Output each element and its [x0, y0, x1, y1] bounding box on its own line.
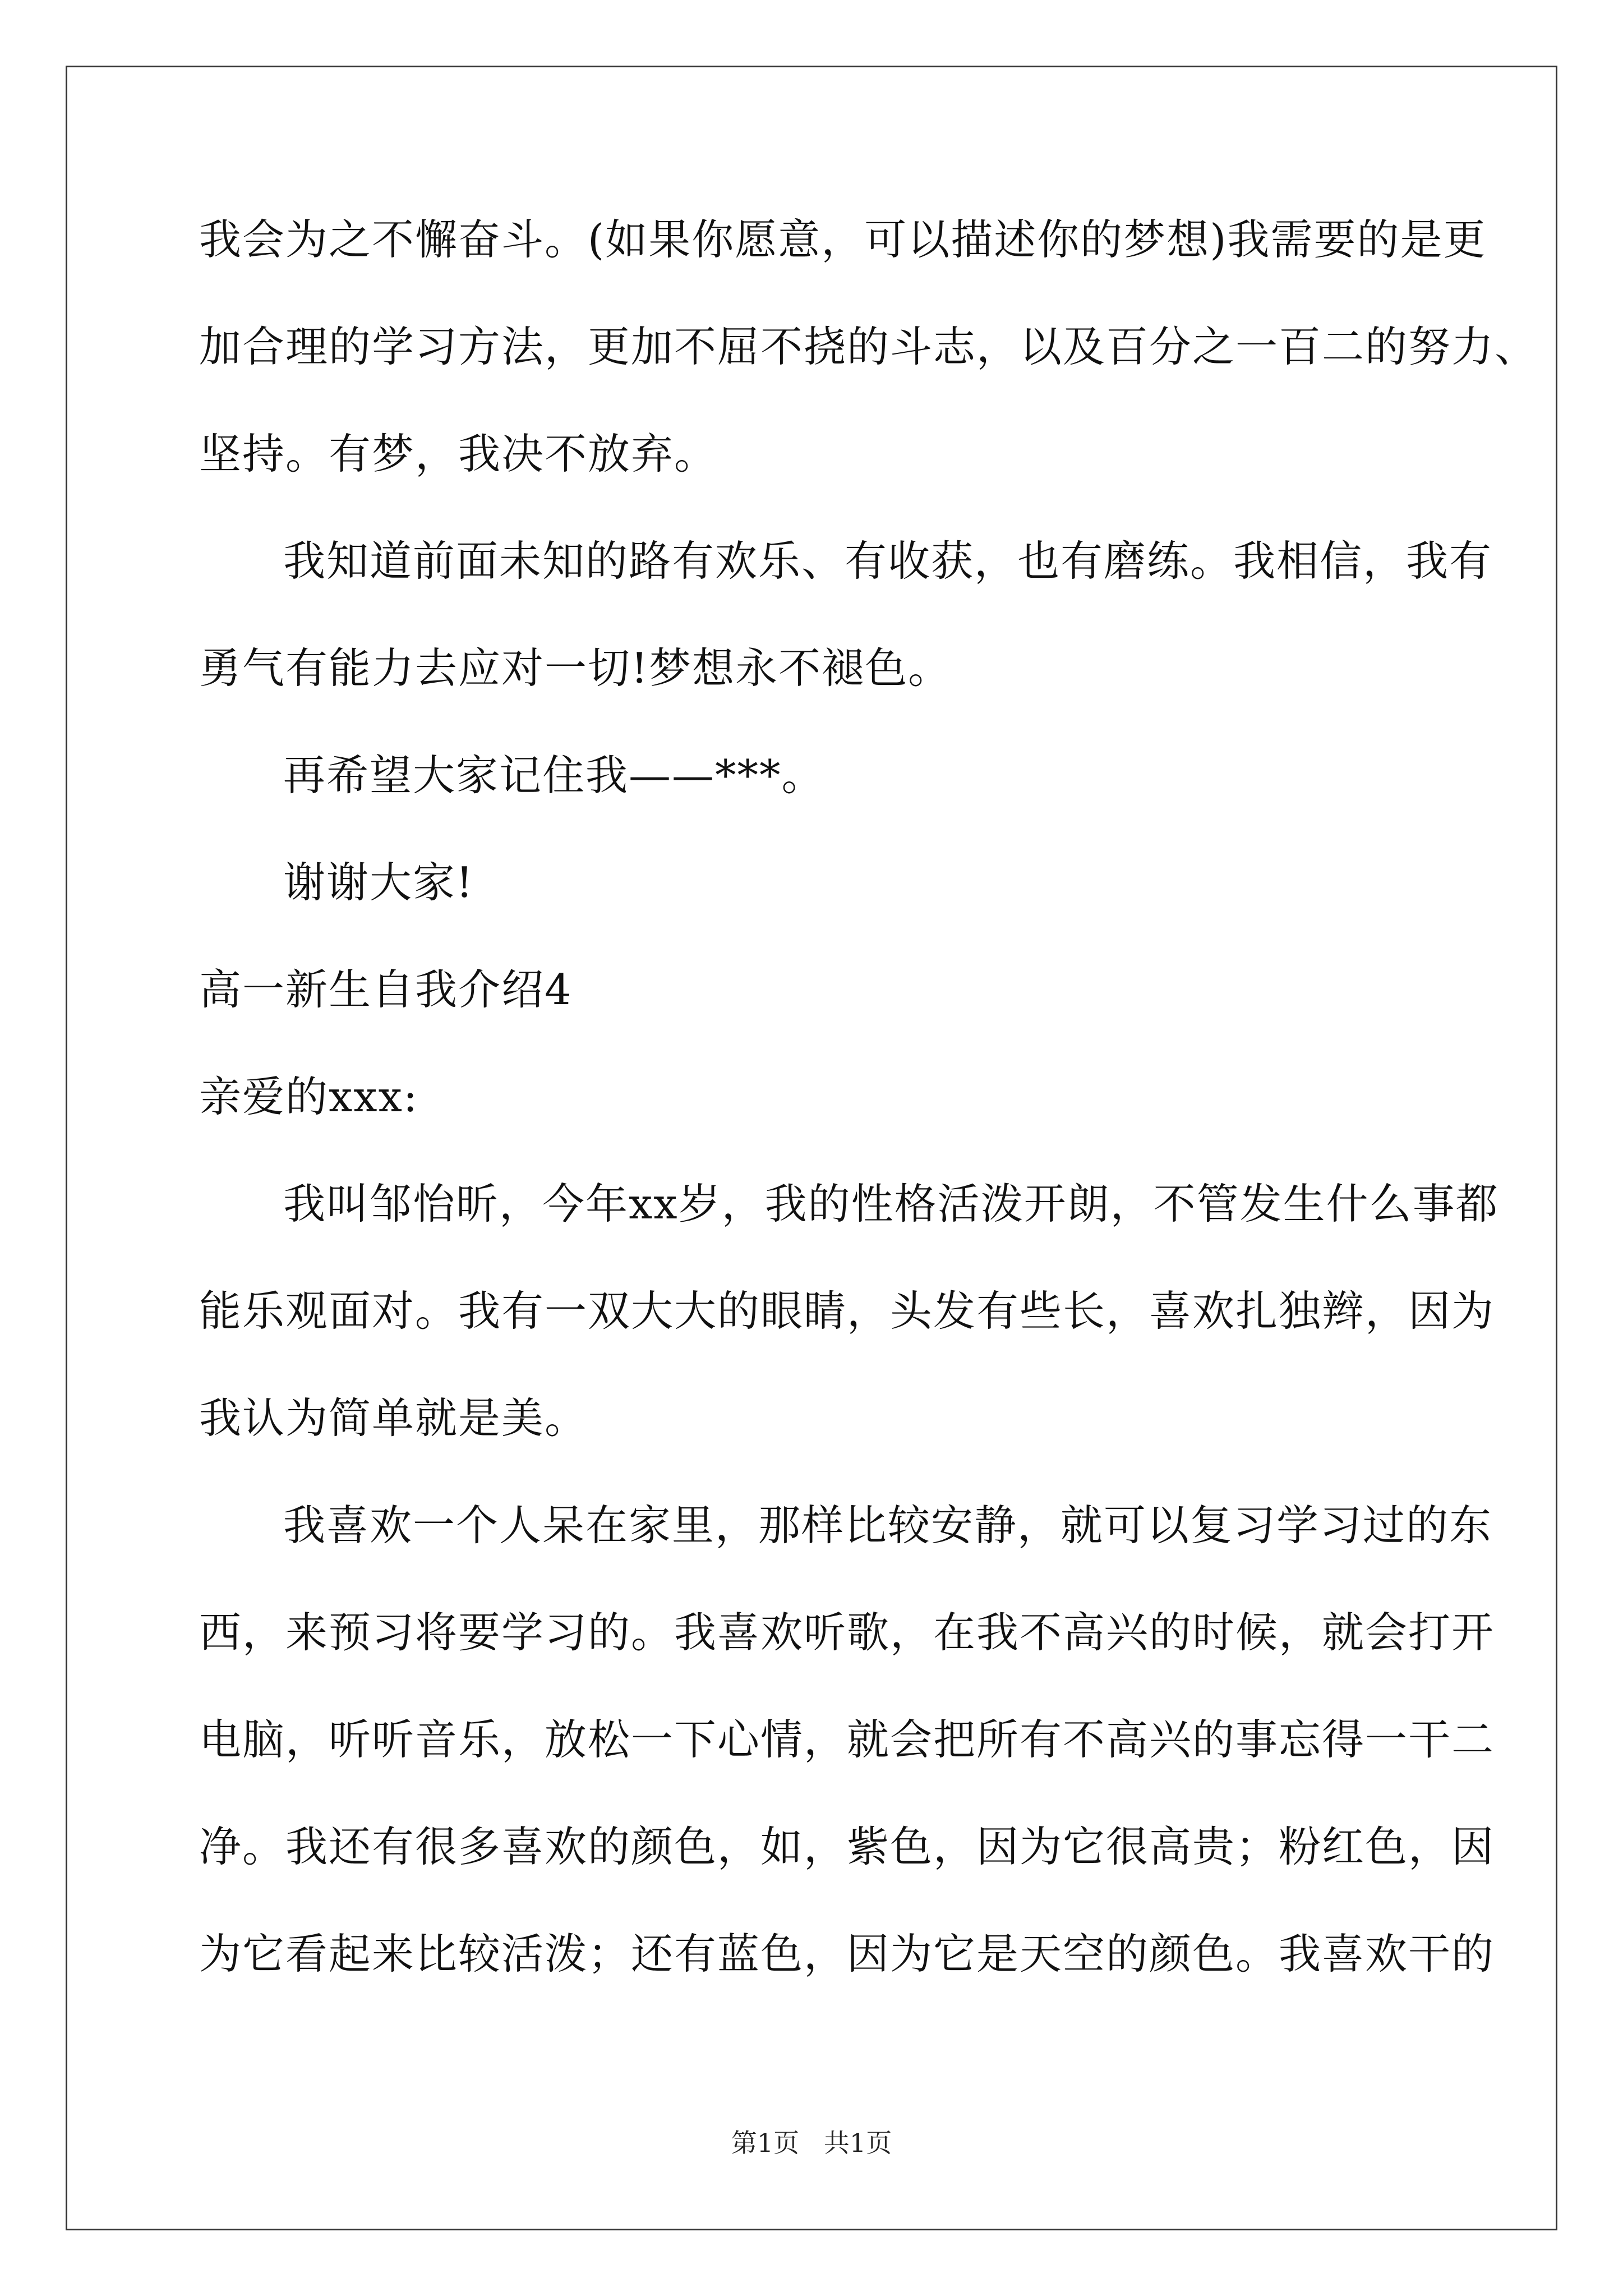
text-line: 勇气有能力去应对一切!梦想永不褪色。 [199, 643, 952, 693]
page-footer: 第1页 共1页 [731, 2128, 892, 2158]
paragraph-start-line: 再希望大家记住我——***。 [283, 751, 825, 800]
paragraph-start-line: 我叫邹怡昕，今年xx岁，我的性格活泼开朗，不管发生什么事都 [283, 1179, 1499, 1228]
document-body [199, 213, 1538, 1981]
paragraph-start-line: 我喜欢一个人呆在家里，那样比较安静，就可以复习学习过的东 [283, 1501, 1493, 1550]
text-line: 西，来预习将要学习的。我喜欢听歌，在我不高兴的时候，就会打开 [199, 1608, 1495, 1657]
text-line: 电脑，听听音乐，放松一下心情，就会把所有不高兴的事忘得一干二 [199, 1715, 1495, 1764]
salutation: 亲爱的xxx: [199, 1072, 419, 1121]
paragraph-start-line: 我知道前面未知的路有欢乐、有收获，也有磨练。我相信，我有 [283, 536, 1493, 586]
text-line: 为它看起来比较活泼；还有蓝色，因为它是天空的颜色。我喜欢干的 [199, 1929, 1495, 1978]
text-line: 我会为之不懈奋斗。(如果你愿意，可以描述你的梦想)我需要的是更 [199, 215, 1487, 264]
text-line: 净。我还有很多喜欢的颜色，如，紫色，因为它很高贵；粉红色，因 [199, 1822, 1495, 1871]
text-line: 能乐观面对。我有一双大大的眼睛，头发有些长，喜欢扎独辫，因为 [199, 1286, 1495, 1336]
text-line: 加合理的学习方法，更加不屈不挠的斗志，以及百分之一百二的努力、 [199, 322, 1538, 371]
text-line: 坚持。有梦，我决不放弃。 [199, 429, 718, 478]
text-line: 我认为简单就是美。 [199, 1393, 588, 1443]
section-heading: 高一新生自我介绍4 [199, 965, 573, 1014]
paragraph-start-line: 谢谢大家! [283, 858, 474, 907]
